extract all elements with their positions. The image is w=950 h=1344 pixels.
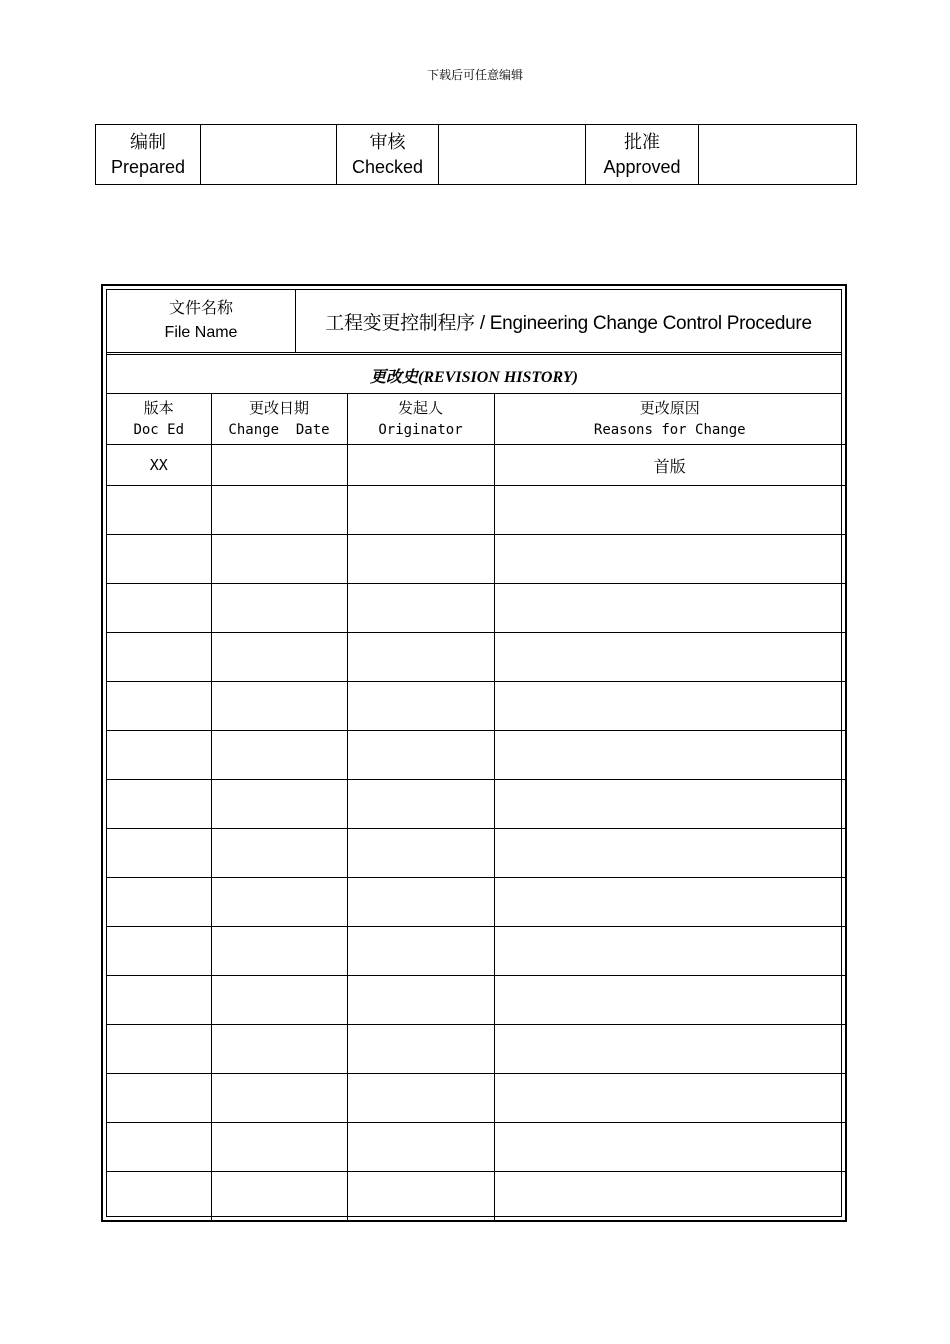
reason-cell[interactable] [494, 1074, 845, 1123]
change-date-cell[interactable] [211, 1123, 347, 1172]
table-row [107, 976, 845, 1025]
table-row [107, 535, 845, 584]
originator-cell[interactable] [347, 927, 494, 976]
change-date-cell[interactable] [211, 445, 347, 486]
prepared-value-cell[interactable] [201, 125, 337, 185]
reason-cell[interactable] [494, 535, 845, 584]
reason-cell[interactable] [494, 731, 845, 780]
change-date-cell[interactable] [211, 682, 347, 731]
originator-cell[interactable] [347, 1025, 494, 1074]
column-header-en: Reasons for Change [593, 422, 746, 438]
originator-cell[interactable] [347, 1123, 494, 1172]
column-header-reasons [494, 394, 845, 445]
doc-ed-cell[interactable] [107, 878, 211, 927]
change-date-cell[interactable] [211, 1025, 347, 1074]
reason-cell[interactable] [494, 486, 845, 535]
document-title: 工程变更控制程序 / Engineering Change Control Procedure [325, 312, 812, 334]
reason-cell[interactable] [494, 1025, 845, 1074]
file-name-row [107, 290, 841, 355]
reason-cell[interactable] [494, 780, 845, 829]
column-header-cn: 更改原因 [639, 399, 700, 417]
table-row [107, 878, 845, 927]
table-row [107, 1074, 845, 1123]
column-header-doc-ed [107, 394, 211, 445]
reason-cell[interactable] [494, 1172, 845, 1221]
doc-ed-cell[interactable] [107, 731, 211, 780]
checked-label [337, 125, 439, 185]
column-header-cn: 更改日期 [248, 399, 309, 417]
table-row [107, 682, 845, 731]
column-header-en: Originator [378, 422, 463, 438]
column-header-en: Change Date [228, 422, 330, 438]
change-date-cell[interactable] [211, 535, 347, 584]
doc-ed-cell[interactable] [107, 780, 211, 829]
originator-cell[interactable] [347, 535, 494, 584]
prepared-label-en: Prepared [110, 156, 186, 177]
document-frame [101, 284, 847, 1222]
originator-cell[interactable] [347, 682, 494, 731]
table-row [107, 780, 845, 829]
revision-history-title: 更改史(REVISION HISTORY) [107, 358, 841, 394]
originator-cell[interactable] [347, 486, 494, 535]
column-header-cn: 版本 [143, 399, 174, 417]
column-header-originator [347, 394, 494, 445]
originator-cell[interactable] [347, 1074, 494, 1123]
doc-ed-cell[interactable] [107, 1172, 211, 1221]
change-date-cell[interactable] [211, 486, 347, 535]
prepared-label [96, 125, 201, 185]
approved-label [586, 125, 699, 185]
originator-cell[interactable] [347, 1172, 494, 1221]
table-row [107, 1025, 845, 1074]
reason-cell[interactable] [494, 584, 845, 633]
doc-ed-cell[interactable] [107, 584, 211, 633]
change-date-cell[interactable] [211, 1074, 347, 1123]
checked-label-cn: 审核 [369, 131, 406, 152]
checked-label-en: Checked [351, 156, 424, 177]
doc-ed-cell[interactable] [107, 976, 211, 1025]
change-date-cell[interactable] [211, 976, 347, 1025]
table-row [107, 731, 845, 780]
table-row [107, 829, 845, 878]
column-header-change-date [211, 394, 347, 445]
doc-ed-cell[interactable] [107, 535, 211, 584]
change-date-cell[interactable] [211, 927, 347, 976]
doc-ed-cell[interactable]: XX [107, 445, 211, 486]
table-row [107, 927, 845, 976]
reason-cell[interactable] [494, 927, 845, 976]
doc-ed-cell[interactable] [107, 682, 211, 731]
originator-cell[interactable] [347, 731, 494, 780]
originator-cell[interactable] [347, 878, 494, 927]
change-date-cell[interactable] [211, 780, 347, 829]
document-frame-inner [106, 289, 842, 1217]
change-date-cell[interactable] [211, 731, 347, 780]
doc-ed-cell[interactable] [107, 927, 211, 976]
checked-value-cell[interactable] [439, 125, 586, 185]
change-date-cell[interactable] [211, 584, 347, 633]
column-header-cn: 发起人 [397, 399, 443, 417]
change-date-cell[interactable] [211, 829, 347, 878]
table-row [107, 633, 845, 682]
approved-label-en: Approved [603, 156, 681, 177]
originator-cell[interactable] [347, 445, 494, 486]
table-row [107, 486, 845, 535]
doc-ed-cell[interactable] [107, 633, 211, 682]
signoff-table [95, 124, 857, 185]
doc-ed-cell[interactable] [107, 1123, 211, 1172]
originator-cell[interactable] [347, 976, 494, 1025]
table-row [107, 1172, 845, 1221]
page-header-note: 下载后可任意编辑 [426, 68, 523, 82]
originator-cell[interactable] [347, 780, 494, 829]
originator-cell[interactable] [347, 584, 494, 633]
approved-value-cell[interactable] [699, 125, 857, 185]
reason-cell[interactable] [494, 633, 845, 682]
revision-history-table [107, 394, 845, 1220]
table-row [107, 445, 845, 486]
column-header-en: Doc Ed [133, 422, 185, 438]
doc-ed-cell[interactable] [107, 829, 211, 878]
change-date-cell[interactable] [211, 633, 347, 682]
doc-ed-cell[interactable] [107, 1074, 211, 1123]
file-name-label [107, 290, 296, 352]
reason-cell[interactable] [494, 976, 845, 1025]
approved-label-cn: 批准 [624, 131, 660, 152]
file-name-label-cn: 文件名称 [168, 300, 233, 317]
change-date-cell[interactable] [211, 878, 347, 927]
table-row [107, 1123, 845, 1172]
reason-cell[interactable] [494, 1123, 845, 1172]
originator-cell[interactable] [347, 829, 494, 878]
reason-cell[interactable] [494, 829, 845, 878]
revision-header-row [107, 394, 845, 445]
originator-cell[interactable] [347, 633, 494, 682]
reason-cell[interactable] [494, 878, 845, 927]
reason-cell[interactable] [494, 682, 845, 731]
doc-ed-cell[interactable] [107, 486, 211, 535]
reason-cell[interactable]: 首版 [494, 445, 845, 486]
change-date-cell[interactable] [211, 1172, 347, 1221]
file-name-label-en: File Name [164, 324, 238, 341]
table-row [107, 584, 845, 633]
doc-ed-cell[interactable] [107, 1025, 211, 1074]
prepared-label-cn: 编制 [130, 131, 166, 152]
